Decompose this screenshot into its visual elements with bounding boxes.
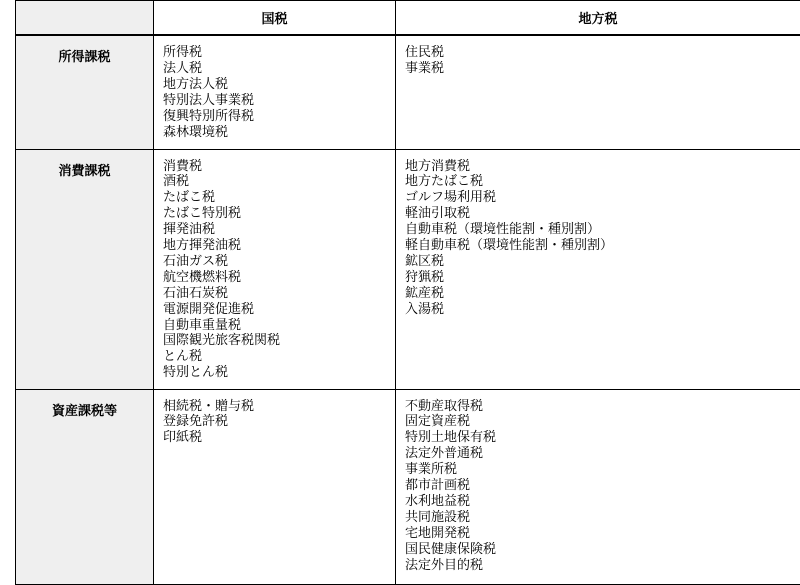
tax-item: 都市計画税 xyxy=(405,478,792,494)
tax-item: 自動車重量税 xyxy=(163,318,387,334)
tax-item: 石油ガス税 xyxy=(163,254,387,270)
tax-item: 鉱産税 xyxy=(405,286,792,302)
tax-item: 国民健康保険税 xyxy=(405,542,792,558)
row-header-income-tax: 所得課税 xyxy=(16,35,154,149)
tax-item: 揮発油税 xyxy=(163,222,387,238)
tax-item: 事業所税 xyxy=(405,462,792,478)
tax-item: たばこ特別税 xyxy=(163,206,387,222)
tax-item: 消費税 xyxy=(163,159,387,175)
tax-item: 法定外目的税 xyxy=(405,558,792,574)
table-row-asset-tax xyxy=(16,389,800,584)
tax-item: 航空機燃料税 xyxy=(163,270,387,286)
tax-item: 宅地開発税 xyxy=(405,526,792,542)
tax-item: 自動車税（環境性能割・種別割） xyxy=(405,222,792,238)
row-header-asset-tax: 資産課税等 xyxy=(16,389,154,584)
tax-item: 酒税 xyxy=(163,174,387,190)
tax-item: 特別土地保有税 xyxy=(405,430,792,446)
tax-item: 入湯税 xyxy=(405,302,792,318)
local-tax-list xyxy=(396,149,800,389)
tax-item: 特別とん税 xyxy=(163,365,387,381)
header-national-tax: 国税 xyxy=(154,1,396,36)
tax-item: 所得税 xyxy=(163,45,387,61)
tax-item: 狩猟税 xyxy=(405,270,792,286)
tax-item: 森林環境税 xyxy=(163,125,387,141)
tax-item: 復興特別所得税 xyxy=(163,109,387,125)
tax-item: 固定資産税 xyxy=(405,414,792,430)
tax-item: 鉱区税 xyxy=(405,254,792,270)
table-row-income-tax xyxy=(16,35,800,149)
tax-item: とん税 xyxy=(163,349,387,365)
tax-item: 石油石炭税 xyxy=(163,286,387,302)
tax-item: 法定外普通税 xyxy=(405,446,792,462)
header-row xyxy=(16,1,800,36)
tax-item: 軽油引取税 xyxy=(405,206,792,222)
local-tax-list xyxy=(396,35,800,149)
tax-item: 地方たばこ税 xyxy=(405,174,792,190)
tax-item: 地方揮発油税 xyxy=(163,238,387,254)
tax-item: 地方消費税 xyxy=(405,159,792,175)
header-local-tax: 地方税 xyxy=(396,1,800,36)
tax-item: 印紙税 xyxy=(163,430,387,446)
tax-category-table xyxy=(15,0,800,585)
national-tax-list xyxy=(154,389,396,584)
tax-item: 共同施設税 xyxy=(405,510,792,526)
tax-item: 不動産取得税 xyxy=(405,399,792,415)
national-tax-list xyxy=(154,149,396,389)
tax-item: 相続税・贈与税 xyxy=(163,399,387,415)
tax-item: 電源開発促進税 xyxy=(163,302,387,318)
row-header-consumption-tax: 消費課税 xyxy=(16,149,154,389)
tax-item: 軽自動車税（環境性能割・種別割） xyxy=(405,238,792,254)
local-tax-list xyxy=(396,389,800,584)
tax-item: ゴルフ場利用税 xyxy=(405,190,792,206)
tax-item: 特別法人事業税 xyxy=(163,93,387,109)
tax-item: 住民税 xyxy=(405,45,792,61)
tax-item: 国際観光旅客税関税 xyxy=(163,333,387,349)
header-corner-cell xyxy=(16,1,154,36)
tax-item: 登録免許税 xyxy=(163,414,387,430)
tax-item: 地方法人税 xyxy=(163,77,387,93)
tax-item: 法人税 xyxy=(163,61,387,77)
tax-item: 水利地益税 xyxy=(405,494,792,510)
national-tax-list xyxy=(154,35,396,149)
tax-item: たばこ税 xyxy=(163,190,387,206)
tax-item: 事業税 xyxy=(405,61,792,77)
table-row-consumption-tax xyxy=(16,149,800,389)
